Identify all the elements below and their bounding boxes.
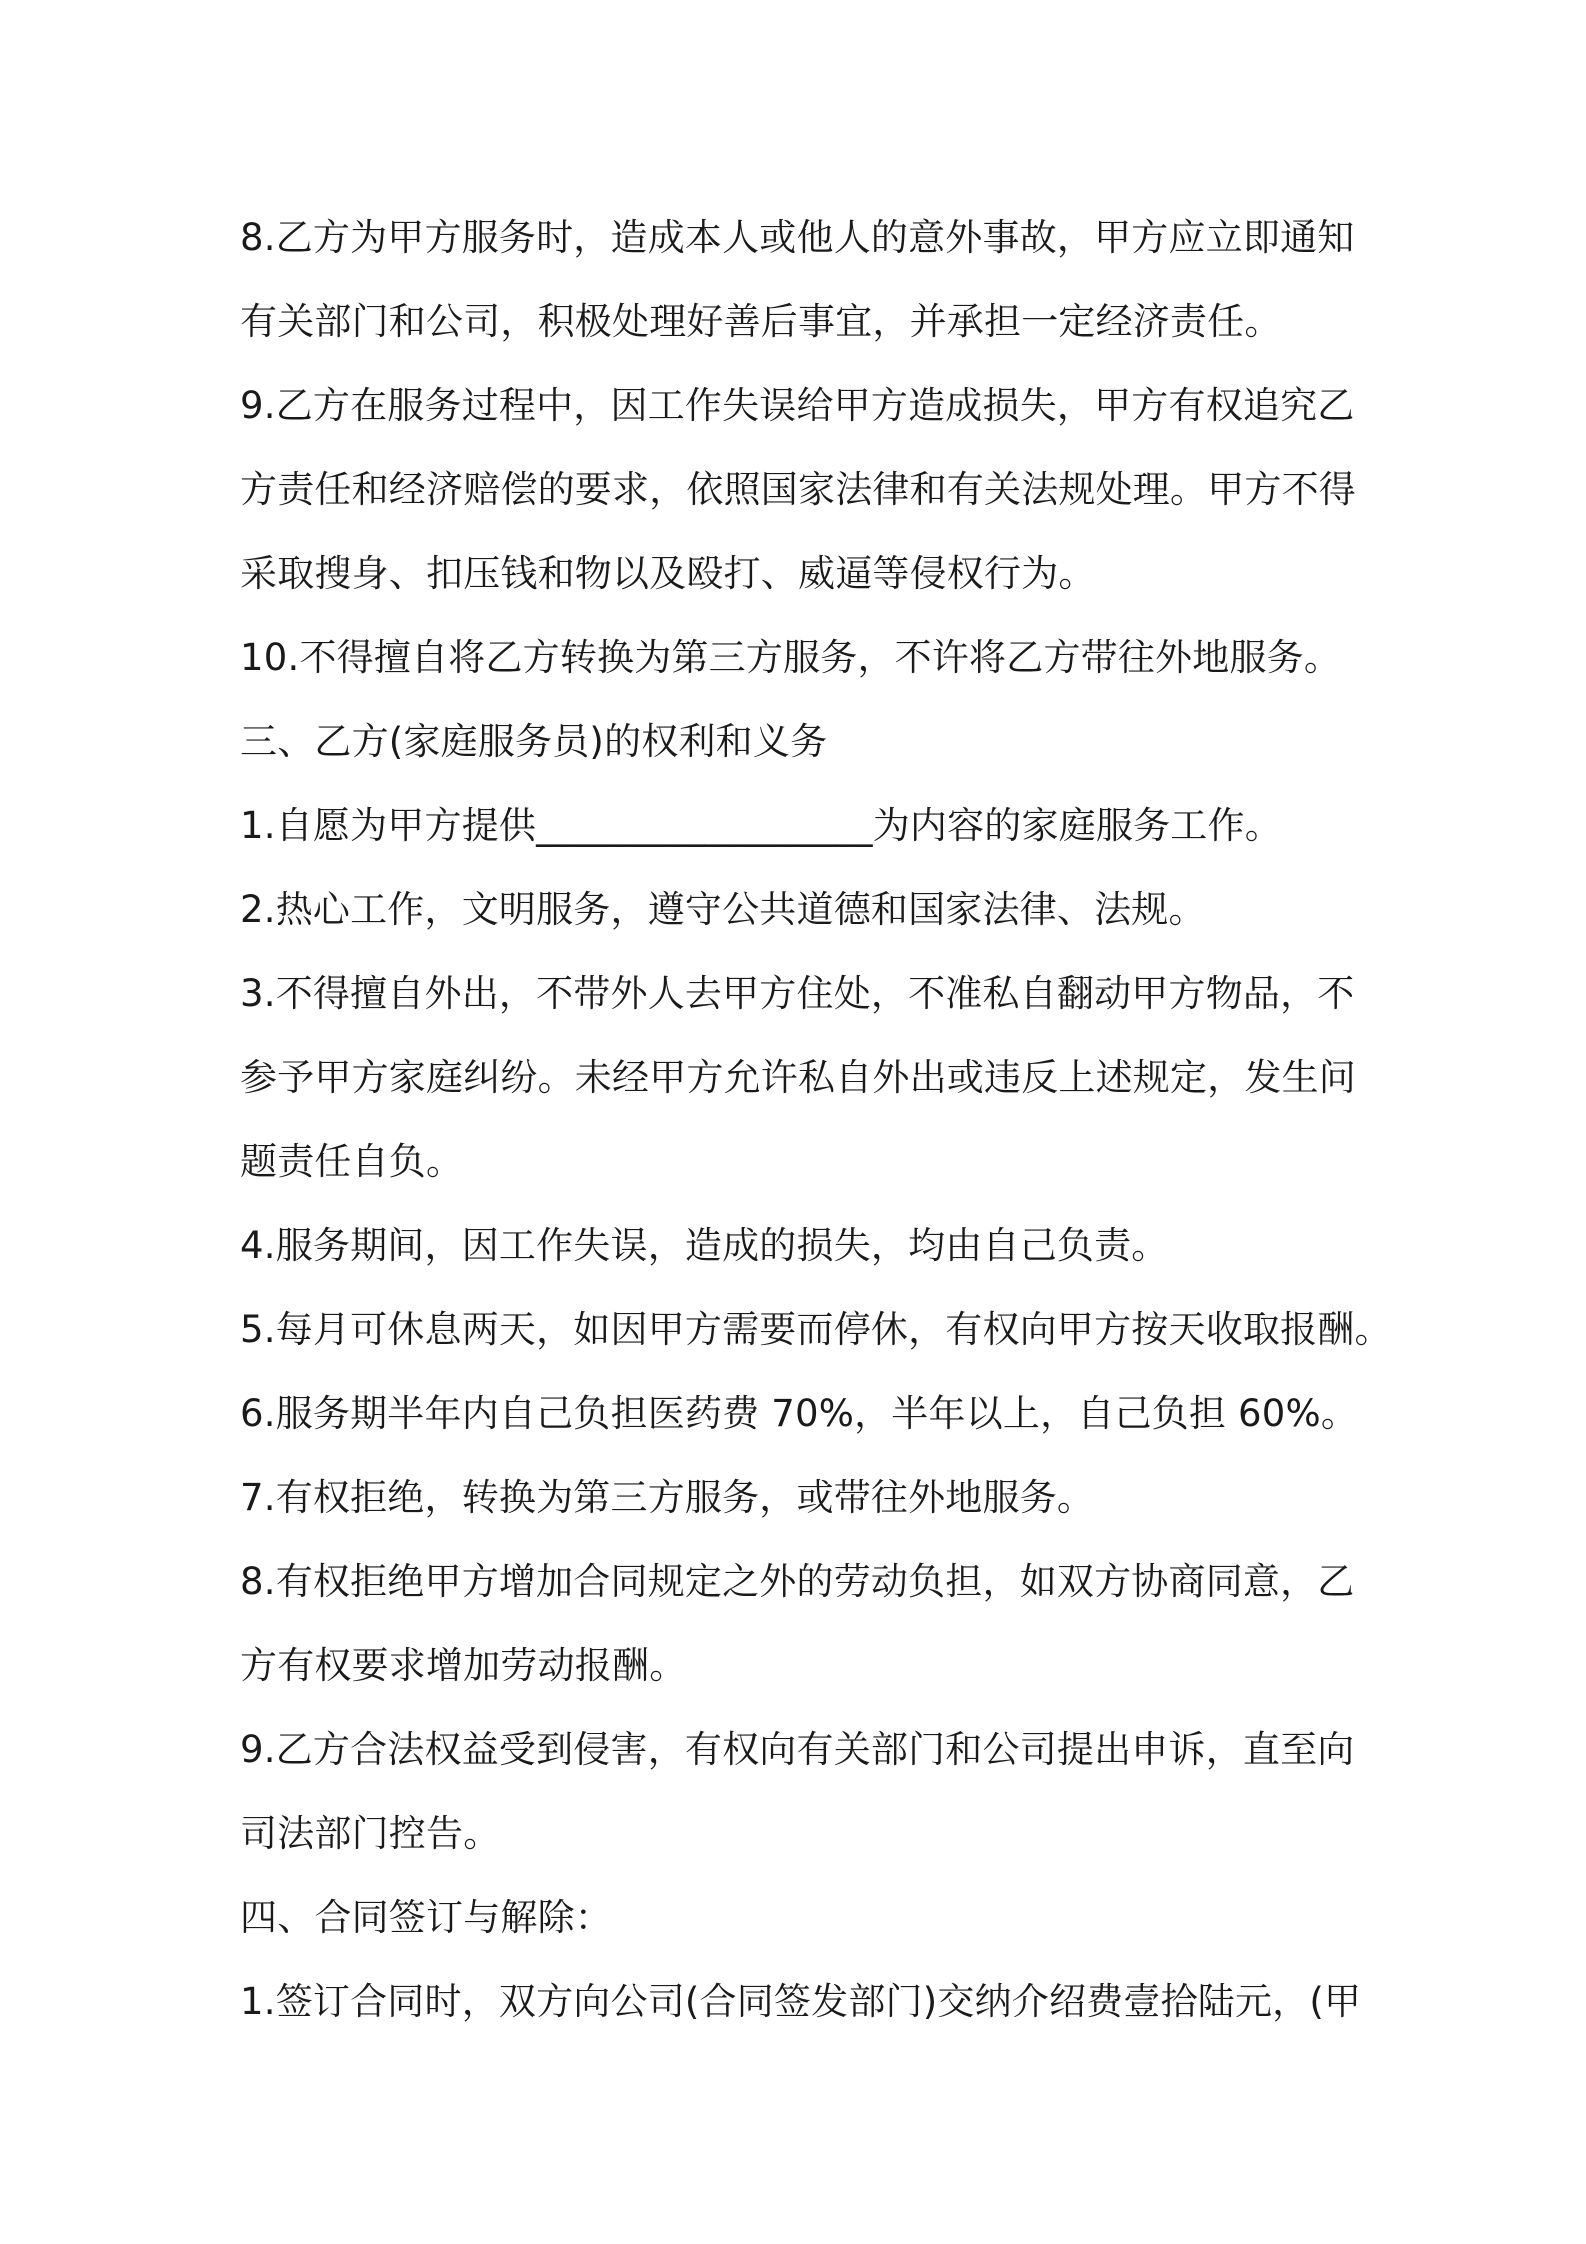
text-line: 6.服务期半年内自己负担医药费 70%，半年以上，自己负担 60%。 [240, 1392, 1359, 1435]
text-line: 9.乙方合法权益受到侵害，有权向有关部门和公司提出申诉，直至向 [240, 1728, 1355, 1771]
text-line: 方有权要求增加劳动报酬。 [240, 1644, 687, 1687]
text-line: 司法部门控告。 [240, 1812, 501, 1855]
text-line: 方责任和经济赔偿的要求，依照国家法律和有关法规处理。甲方不得 [240, 468, 1356, 511]
text-line: 有关部门和公司，积极处理好善后事宜，并承担一定经济责任。 [240, 300, 1282, 343]
text-line: 9.乙方在服务过程中，因工作失误给甲方造成损失，甲方有权追究乙 [240, 384, 1355, 427]
text-line: 参予甲方家庭纠纷。未经甲方允许私自外出或违反上述规定，发生问 [240, 1056, 1356, 1099]
text-line: 8.有权拒绝甲方增加合同规定之外的劳动负担，如双方协商同意，乙 [240, 1560, 1355, 1603]
text-line: 7.有权拒绝，转换为第三方服务，或带往外地服务。 [240, 1476, 1095, 1519]
text-line: 4.服务期间，因工作失误，造成的损失，均由自己负责。 [240, 1224, 1169, 1267]
text-line: 5.每月可休息两天，如因甲方需要而停休，有权向甲方按天收取报酬。 [240, 1308, 1392, 1351]
section-heading: 三、乙方(家庭服务员)的权利和义务 [240, 720, 828, 763]
text-line: 1.签订合同时，双方向公司(合同签发部门)交纳介绍费壹拾陆元，(甲 [240, 1980, 1362, 2023]
text-line: 题责任自负。 [240, 1140, 464, 1183]
text-line: 1.自愿为甲方提供__________________为内容的家庭服务工作。 [240, 804, 1282, 847]
text-line: 10.不得擅自将乙方转换为第三方服务，不许将乙方带往外地服务。 [240, 636, 1342, 679]
text-line: 3.不得擅自外出，不带外人去甲方住处，不准私自翻动甲方物品，不 [240, 972, 1355, 1015]
document-body [240, 196, 1392, 2044]
section-heading: 四、合同签订与解除： [240, 1896, 612, 1939]
text-line: 采取搜身、扣压钱和物以及殴打、威逼等侵权行为。 [240, 552, 1096, 595]
text-line: 2.热心工作，文明服务，遵守公共道德和国家法律、法规。 [240, 888, 1206, 931]
text-line: 8.乙方为甲方服务时，造成本人或他人的意外事故，甲方应立即通知 [240, 216, 1355, 259]
